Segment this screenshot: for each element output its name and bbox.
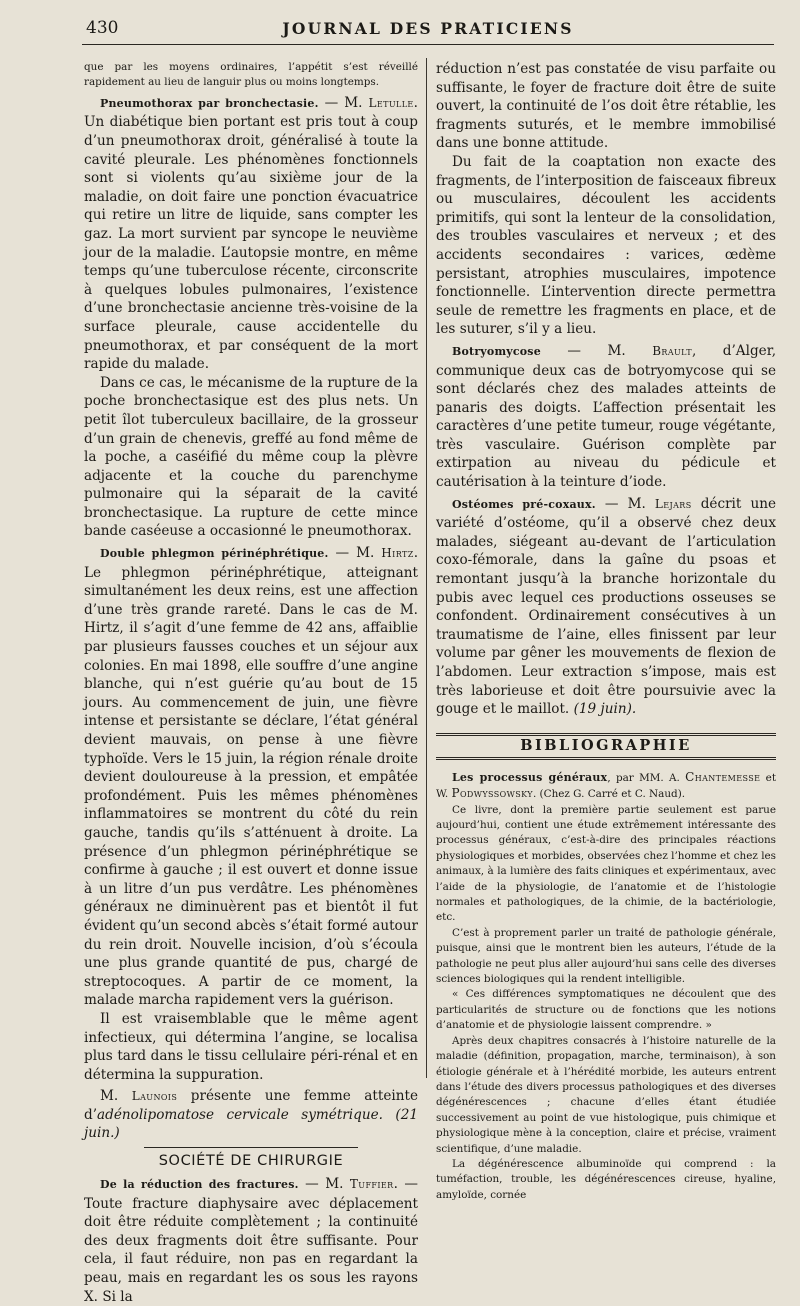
article-title: Pneumothorax par bronchectasie. <box>100 96 319 110</box>
bibliography-title: BIBLIOGRAPHIE <box>436 733 776 760</box>
article-text: Le phlegmon périnéphrétique, atteignant simultanément les deux reins, est une affection d’une très grande rareté. Dans le cas de M. Hirtz, il s’agit d’une femme de 42 ans, affaiblie par plusieurs fausses couches et un séjour aux colonies. En mai 1898, elle souffre d’une angine blanche, qui n’est guérie qu’au bout de 15 jours. Au commencement de juin, une fièvre intense et persistante se déclare, l’état général devient mauvais, on pense à une fièvre typhoïde. Vers le 15 juin, la région rénale droite devient douloureuse à la pression, et empâtée profondément. Puis les mêmes phénomènes inflammatoires se montrent du côté du rein gauche, tandis qu’ils s’atténuent à droite. La présence d’un phlegmon périnéphrétique se confirme à gauche ; il est ouvert et donne issue à un litre d’un pus verdâtre. Les phénomènes généraux ne diminuèrent pas et bientôt il fut évident qu’un second abcès s’était formé autour du rein droit. Nouvelle incision, d’où s’écoula une plus grande quantité de pus, chargé de streptocoques. A partir de ce moment, la malade marcha rapidement vers la guérison. <box>84 564 418 1009</box>
author-name: Letulle <box>368 95 414 110</box>
review-paragraph: C’est à proprement parler un traité de pathologie générale, puisque, ainsi que le montrent bien les auteurs, l’étude de la pathologie ne peut plus aller aujourd’hui sans celle des diverses sciences biologiques qui la rendent intelligible. <box>436 926 776 986</box>
review-paragraph: Ce livre, dont la première partie seulement est parue aujourd’hui, contient une étude extrêmement intéressante des processus généraux, c’est-à-dire des principales réactions physiologiques et morbides, observées chez l’homme et chez les animaux, à la lumière des faits cliniques et expérimentaux, avec l’aide de la physiologie, de l’anatomie et de l’histologie normales et pathologiques, de la chimie, de la bactériologie, etc. <box>436 803 776 924</box>
article-text: présente une femme atteinte d’ <box>84 1088 418 1123</box>
paragraph: Du fait de la coaptation non exacte des fragments, de l’interposition de faisceaux fibreux ou musculaires, découlent les accidents primitifs, qui sont la lenteur de la consolidation, des troubles vasculaires et nerveux ; et des accidents secondaires : varices, œdème persistant, atrophies musculaires, impotence fonctionnelle. L’intervention directe permettra seule de remettre les fragments en place, et de les suturer, s’il y a lieu. <box>436 153 776 338</box>
book-author: Podwyssowsky <box>451 786 533 801</box>
author-prefix: M. <box>607 342 626 359</box>
dash: — <box>335 545 350 562</box>
author-prefix: M. <box>356 545 375 562</box>
article-date: (19 juin). <box>573 701 637 718</box>
article-text: décrit une variété d’ostéome, qu’il a observé chez deux malades, siégeant au-devant de l’articulation coxo-fémorale, dans la gaîne du psoas et remontant jusqu’à la branche horizontale du pubis avec lequel ces productions osseuses se confondent. Ordinairement consécutives à un traumatisme de l’aine, elles finissent par leur volume par gêner les mouvements de flexion de l’abdomen. Leur extraction s’impose, mais est très laborieuse et doit être poursuivie avec la gouge et le maillot. <box>436 495 777 718</box>
book-text: , par MM. A. <box>607 771 686 784</box>
author-prefix: M. <box>100 1088 119 1105</box>
dash: — <box>305 1176 319 1193</box>
review-paragraph: Après deux chapitres consacrés à l’histoire naturelle de la maladie (définition, propagation, marche, terminaison), à son étiologie générale et à l’hérédité morbide, les auteurs entrent dans l’étude des divers processus pathologiques et des diverses dégénérescences ; chacune d’elles étant étudiée successivement au point de vue histologique, puis chimique et physiologique mène à la conception, claire et précise, vraiment scientifique, d’une maladie. <box>436 1034 776 1155</box>
section-rule <box>144 1147 358 1148</box>
article-title: Double phlegmon périnéphrétique. <box>100 547 329 561</box>
article-title: Botryomycose <box>452 344 541 358</box>
book-entry <box>436 770 776 803</box>
article-fractures: De la réduction des fractures. — M. Tuffier. — Toute fracture diaphysaire avec déplacement doit être réduite complètement ; la continuité des deux fragments doit être suffisante. Pour cela, il faut réduire, non pas en regardant la peau, mais en regardant les os sous les rayons X. Si la <box>84 1176 418 1305</box>
section-title <box>84 1153 418 1169</box>
author-prefix: M. <box>627 495 646 512</box>
article-osteomes <box>436 495 776 719</box>
author-name: Tuffier <box>349 1177 394 1192</box>
section-title-text: SOCIÉTÉ DE CHIRURGIE <box>158 1153 344 1170</box>
left-column <box>84 60 419 1305</box>
article-pneumothorax: Pneumothorax par bronchectasie. — M. Letulle. Un diabétique bien portant est pris tout à coup d’un pneumothorax droit, généralisé à toute la cavité pleurale. Les phénomènes fonctionnels sont si violents qu’au sixième jour de la maladie, on doit faire une ponction évacuatrice qui retire un litre de liquide, sans compter les gaz. La mort survient par syncope le neuvième jour de la maladie. L’autopsie montre, en même temps qu’une tuberculose récente, circonscrite à quelques lobules pulmonaires, l’existence d’une bronchectasie ancienne très-voisine de la surface pleurale, cause accidentelle du pneumothorax, et par conséquent de la mort rapide du malade. <box>84 94 418 373</box>
review-paragraph: La dégénérescence albuminoïde qui comprend : la tuméfaction, trouble, les dégénérescences cireuse, hyaline, amyloïde, cornée <box>436 1157 776 1201</box>
book-text: . (Chez G. Carré et C. Naud). <box>532 788 686 801</box>
book-text: et W. <box>436 771 776 801</box>
article-text: Un diabétique bien portant est pris tout à coup d’un pneumothorax droit, généralisé à toute la cavité pleurale. Les phénomènes fonctionnels sont si violents qu’au sixième jour de la maladie, on doit faire une ponction évacuatrice qui retire un litre de liquide, sans compter les gaz. La mort survient par syncope le neuvième jour de la maladie. L’autopsie montre, en même temps qu’une tuberculose récente, circonscrite à quelques lobules pulmonaires, l’existence d’une bronchectasie ancienne très-voisine de la surface pleurale, cause accidentelle du pneumothorax, et par conséquent de la mort rapide du malade. <box>84 114 418 373</box>
right-column <box>436 60 777 1201</box>
book-author: Chantemesse <box>685 769 761 784</box>
author-prefix: M. <box>344 94 363 111</box>
review-quote: « Ces différences symptomatiques ne découlent que des particularités de structure ou de fonctions que les notions d’anatomie et de physiologie laissent comprendre. » <box>436 988 776 1032</box>
article-phlegmon: Double phlegmon périnéphrétique. — M. Hirtz. Le phlegmon périnéphrétique, atteignant simultanément les deux reins, est une affection d’une très grande rareté. Dans le cas de M. Hirtz, il s’agit d’une femme de 42 ans, affaiblie par plusieurs fausses couches et un séjour aux colonies. En mai 1898, elle souffre d’une angine blanche, qui n’est guérie qu’au bout de 15 jours. Au commencement de juin, une fièvre intense et persistante se déclare, l’état général devient mauvais, on pense à une fièvre typhoïde. Vers le 15 juin, la région rénale droite devient douloureuse à la pression, et empâtée profondément. Puis les mêmes phénomènes inflammatoires se montrent du côté du rein gauche, tandis qu’ils s’atténuent à droite. La présence d’un phlegmon périnéphrétique se confirme à gauche ; il est ouvert et donne issue à un litre d’un pus verdâtre. Les phénomènes généraux ne diminuèrent pas et bientôt il fut évident qu’un second abcès s’était formé autour du rein droit. Nouvelle incision, d’où s’écoula une plus grande quantité de pus, chargé de streptocoques. A partir de ce moment, la malade marcha rapidement vers la guérison. <box>84 545 419 1009</box>
column-divider <box>426 58 427 1078</box>
article-title: De la réduction des fractures. <box>100 1178 299 1192</box>
author-prefix: M. <box>325 1176 344 1193</box>
author-name: Launois <box>131 1089 178 1104</box>
article-text-italic: adénolipomatose cervicale symétrique. (21 juin.) <box>84 1106 418 1142</box>
dash: — <box>567 342 581 359</box>
article-botryomycose <box>436 342 776 492</box>
article-text: , d’Alger, communique deux cas de botryomycose qui se sont déclarés chez des malades atteints de panaris des doigts. L’affection présentait les caractères d’une petite tumeur, rouge végétante, très vasculaire. Guérison complète par extirpation au niveau du pédicule et cautérisation à la teinture d’iode. <box>436 342 777 491</box>
author-name: Brault <box>652 343 692 358</box>
book-title: Les processus généraux <box>452 770 608 784</box>
dash: — <box>404 1176 418 1193</box>
dash: — <box>604 495 619 512</box>
paragraph: Dans ce cas, le mécanisme de la rupture de la poche bronchectasique est des plus nets. Un petit îlot tuberculeux bacillaire, de la grosseur d’un grain de chenevis, greffé au fond même de la poche, a caséifié du même coup la plèvre adjacente et la couche du parenchyme pulmonaire qui la séparait de la cavité bronchectasique. La rupture de cette mince bande caséeuse a occasionné le pneumothorax. <box>84 374 418 540</box>
paragraph-continuation: que par les moyens ordinaires, l’appétit s’est réveillé rapidement au lieu de languir plus ou moins longtemps. <box>84 61 418 89</box>
paragraph-continuation: réduction n’est pas constatée de visu parfaite ou suffisante, le foyer de fracture doit être de suite ouvert, la continuité de l’os doit être rétablie, les fragments suturés, et le membre immobilisé dans une bonne attitude. <box>436 61 776 152</box>
dash: — <box>324 94 339 111</box>
page-header <box>82 18 774 45</box>
page-number: 430 <box>86 18 119 38</box>
article-title: Ostéomes pré-coxaux. <box>452 497 596 511</box>
article-text: Toute fracture diaphysaire avec déplacement doit être réduite complètement ; la continuité des deux fragments doit être suffisante. Pour cela, il faut réduire, non pas en regardant la peau, mais en regardant les os sous les rayons X. Si la <box>84 1195 418 1305</box>
author-name: Hirtz <box>381 546 414 561</box>
journal-title: JOURNAL DES PRATICIENS <box>282 19 574 38</box>
author-name: Lejars <box>654 496 692 511</box>
article-launois <box>84 1087 418 1143</box>
paragraph: Il est vraisemblable que le même agent infectieux, qui détermina l’angine, se localisa plus tard dans le tissu cellulaire péri-rénal et en détermina la suppuration. <box>84 1010 418 1083</box>
